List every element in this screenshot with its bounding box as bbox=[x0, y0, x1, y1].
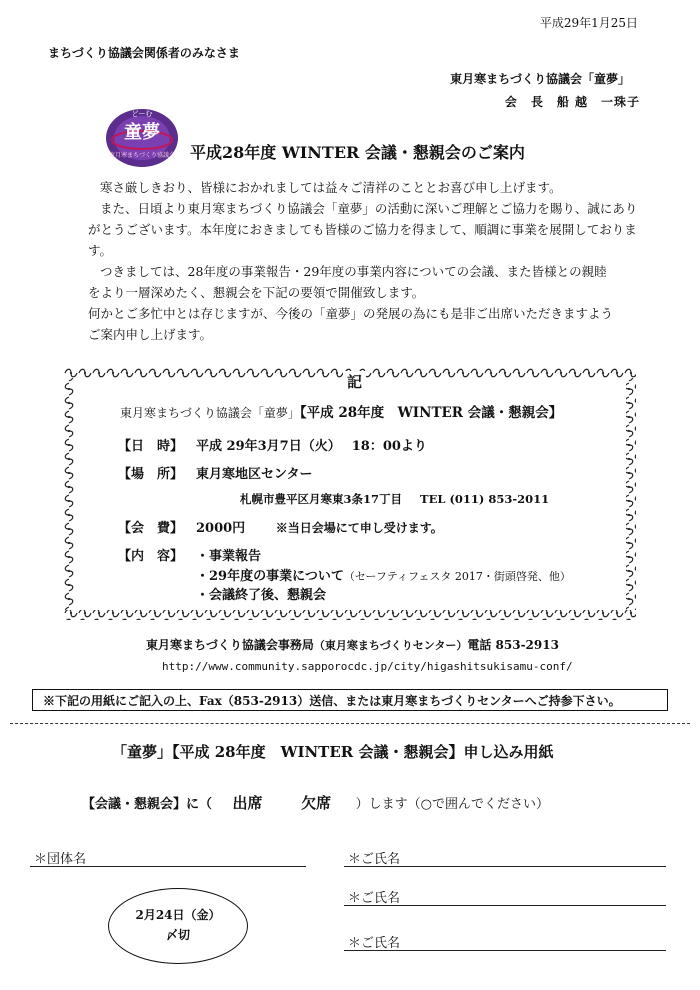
deadline-date: 2月24日（金） bbox=[135, 908, 221, 922]
sender-organization: 東月寒まちづくり協議会「童夢」 bbox=[450, 72, 630, 86]
content-item-3: ・会議終了後、懇親会 bbox=[196, 588, 327, 603]
attend-prefix: 【会議・懇親会】に（ bbox=[82, 797, 213, 812]
sender-chair: 会 長 船 越 一珠子 bbox=[504, 95, 640, 109]
fee-value: 2000円 bbox=[196, 521, 246, 536]
content-row bbox=[118, 545, 261, 564]
place-value: 東月寒地区センター bbox=[196, 467, 313, 482]
datetime-value: 平成 29年3月7日（火） 18：00より bbox=[196, 439, 427, 454]
logo-ruby: どーむ bbox=[131, 110, 153, 118]
page-title: 平成28年度 WINTER 会議・懇親会のご案内 bbox=[190, 143, 525, 162]
datetime-label: 【日 時】 bbox=[118, 439, 184, 454]
body-line: 寒さ厳しきおり、皆様におかれましては益々ご清祥のこととお喜び申し上げます。 bbox=[100, 180, 562, 195]
fee-row bbox=[118, 517, 443, 536]
option-absent[interactable]: 欠席 bbox=[301, 794, 332, 812]
body-line: つきましては、28年度の事業報告・29年度の事業内容についての会議、また皆様との親睦 bbox=[100, 264, 607, 279]
domu-logo bbox=[104, 104, 180, 168]
address-row bbox=[240, 491, 549, 507]
name-field-3[interactable] bbox=[344, 950, 666, 951]
attend-suffix: ）します（○で囲んでください） bbox=[355, 797, 549, 812]
content-row-2 bbox=[196, 565, 571, 584]
details-heading-event: 【平成 28年度 WINTER 会議・懇親会】 bbox=[299, 405, 563, 421]
intro-body bbox=[88, 177, 648, 345]
deadline-stamp bbox=[108, 888, 248, 964]
content-item-2: ・29年度の事業について bbox=[196, 569, 344, 584]
name-label-1: ＊ご氏名 bbox=[348, 852, 401, 867]
content-row-3 bbox=[196, 584, 326, 603]
fee-label: 【会 費】 bbox=[118, 521, 184, 536]
group-name-field[interactable] bbox=[30, 866, 306, 867]
name-field-2[interactable] bbox=[344, 905, 666, 906]
office-phone: 電話 853-2913 bbox=[467, 638, 559, 652]
option-attend[interactable]: 出席 bbox=[232, 794, 263, 812]
details-heading bbox=[120, 401, 562, 421]
office-url[interactable]: http://www.community.sapporocdc.jp/city/higashitsukisamu-conf/ bbox=[162, 660, 573, 673]
deadline-word: 〆切 bbox=[165, 928, 190, 942]
body-line: 何かとご多忙中とは存じますが、今後の「童夢」の発展の為にも是非ご出席いただきますよう bbox=[88, 306, 614, 321]
address: 札幌市豊平区月寒東3条17丁目 bbox=[240, 492, 403, 506]
fax-notice: ※下記の用紙にご記入の上、Fax（853-2913）送信、または東月寒まちづくりセンターへご持参下さい。 bbox=[32, 689, 668, 711]
logo-text: 童夢 bbox=[124, 122, 160, 143]
name-label-2: ＊ご氏名 bbox=[348, 891, 401, 906]
telephone: TEL (011) 853-2011 bbox=[420, 492, 550, 506]
body-line: ご案内申し上げます。 bbox=[88, 327, 213, 342]
logo-ring-text: 東月寒まちづくり協議会 bbox=[109, 152, 175, 159]
cut-line bbox=[10, 723, 690, 724]
content-item-2-note: （セーフティフェスタ 2017・街頭啓発、他） bbox=[343, 570, 571, 583]
office-center: （東月寒まちづくりセンター） bbox=[313, 639, 468, 652]
body-line: また、日頃より東月寒まちづくり協議会「童夢」の活動に深いご理解とご協力を賜り、誠にあり bbox=[100, 201, 638, 216]
place-row bbox=[118, 463, 312, 482]
office-name: 東月寒まちづくり協議会事務局 bbox=[146, 638, 314, 652]
details-heading-org: 東月寒まちづくり協議会「童夢」 bbox=[120, 406, 300, 420]
body-line: をより一層深めたく、懇親会を下記の要領で開催致します。 bbox=[88, 285, 425, 300]
name-label-3: ＊ご氏名 bbox=[348, 936, 401, 951]
attendance-line bbox=[82, 792, 549, 813]
addressee: まちづくり協議会関係者のみなさま bbox=[48, 46, 240, 60]
body-line: がとうございます。本年度におきましても皆様のご協力を得まして、順調に事業を展開しておりま bbox=[88, 222, 637, 237]
fee-note: ※当日会場にて申し受けます。 bbox=[275, 521, 443, 535]
group-name-label: ＊団体名 bbox=[34, 852, 87, 867]
place-label: 【場 所】 bbox=[118, 467, 184, 482]
datetime-row bbox=[118, 435, 427, 454]
name-field-1[interactable] bbox=[344, 866, 666, 867]
content-item-1: ・事業報告 bbox=[196, 549, 262, 564]
form-title: 「童夢」【平成 28年度 WINTER 会議・懇親会】申し込み用紙 bbox=[112, 743, 554, 761]
body-line: す。 bbox=[88, 243, 113, 258]
content-label: 【内 容】 bbox=[118, 549, 184, 564]
document-date: 平成29年1月25日 bbox=[539, 16, 638, 30]
ki-heading: 記 bbox=[343, 371, 366, 392]
office-line bbox=[146, 636, 559, 653]
